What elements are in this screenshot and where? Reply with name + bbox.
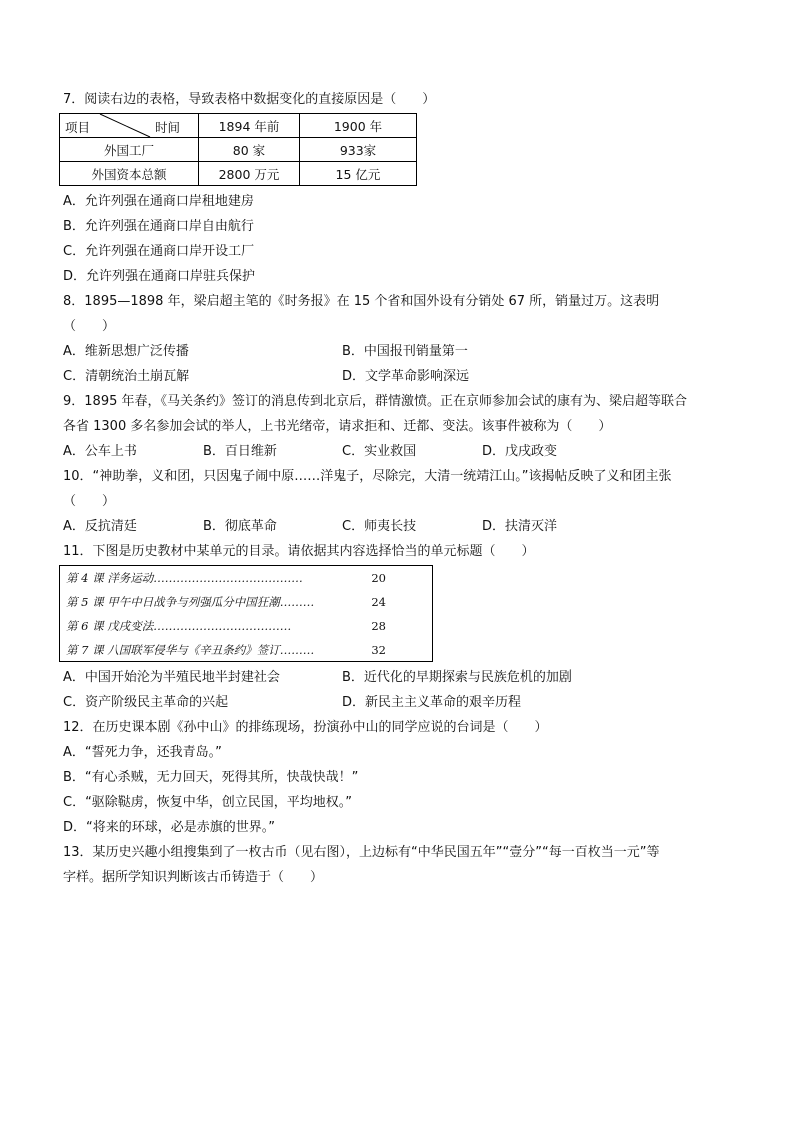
q12-option-c: C．“驱除鞑虏，恢复中华，创立民国，平均地权。” <box>63 795 353 810</box>
q12-stem: 12．在历史课本剧《孙中山》的排练现场，扮演孙中山的同学应说的台词是（ ） <box>63 720 548 735</box>
q13-stem: 13．某历史兴趣小组搜集到了一枚古币（见右图），上边标有“中华民国五年”“壹分”“每一百枚当一元”等 <box>63 845 660 860</box>
q9-option-b: B．百日维新 <box>203 444 277 459</box>
table-cell: 外国工厂 <box>60 138 199 162</box>
toc-row <box>66 571 386 585</box>
q12-option-b: B．“有心杀贼，无力回天，死得其所，快哉快哉！” <box>63 770 359 785</box>
q7-data-table <box>59 113 417 186</box>
q10-option-b: B．彻底革命 <box>203 519 277 534</box>
toc-page: 28 <box>371 619 386 633</box>
q8-option-c: C．清朝统治土崩瓦解 <box>63 369 190 384</box>
table-header: 1900 年 <box>300 114 417 138</box>
q8-stem-cont: （ ） <box>63 319 116 334</box>
table-row <box>60 162 417 186</box>
corner-item-label: 项目 <box>65 120 91 135</box>
toc-entry: 第 6 课 戊戌变法……………………………… <box>66 619 292 633</box>
toc-row <box>66 595 386 609</box>
q9-option-c: C．实业救国 <box>342 444 417 459</box>
q10-stem: 10．“神助拳，义和团，只因鬼子闹中原……洋鬼子，尽除完，大清一统靖江山。”该揭帖反映了义和团主张 <box>63 469 672 484</box>
q12-option-d: D．“将来的环球，必是赤旗的世界。” <box>63 820 275 835</box>
corner-time-label: 时间 <box>154 120 180 135</box>
table-cell: 933家 <box>300 138 417 162</box>
q7-option-b: B．允许列强在通商口岸自由航行 <box>63 219 254 234</box>
table-cell: 80 家 <box>199 138 300 162</box>
q8-option-a: A．维新思想广泛传播 <box>63 344 189 359</box>
q10-stem-cont: （ ） <box>63 494 116 509</box>
q9-stem: 9．1895 年春，《马关条约》签订的消息传到北京后，群情激愤。正在京师参加会试的康有为、梁启超等联合 <box>63 394 687 409</box>
q9-stem-cont: 各省 1300 多名参加会试的举人，上书光绪帝，请求拒和、迁都、变法。该事件被称为（ ） <box>63 419 612 434</box>
toc-page: 32 <box>371 643 386 657</box>
table-header: 1894 年前 <box>199 114 300 138</box>
q10-option-c: C．师夷长技 <box>342 519 417 534</box>
q7-option-c: C．允许列强在通商口岸开设工厂 <box>63 244 255 259</box>
q12-option-a: A．“誓死力争，还我青岛。” <box>63 745 222 760</box>
table-cell: 2800 万元 <box>199 162 300 186</box>
table-cell: 外国资本总额 <box>60 162 199 186</box>
q7-stem: 7．阅读右边的表格，导致表格中数据变化的直接原因是（ ） <box>63 92 436 107</box>
q11-option-c: C．资产阶级民主革命的兴起 <box>63 695 229 710</box>
q7-option-a: A．允许列强在通商口岸租地建房 <box>63 194 254 209</box>
toc-entry: 第 7 课 八国联军侵华与《辛丑条约》签订……… <box>66 643 315 657</box>
toc-row <box>66 643 386 657</box>
q9-option-a: A．公车上书 <box>63 444 137 459</box>
q11-option-a: A．中国开始沦为半殖民地半封建社会 <box>63 670 280 685</box>
q9-option-d: D．戊戌政变 <box>482 444 558 459</box>
toc-box <box>59 565 433 662</box>
q7-option-d: D．允许列强在通商口岸驻兵保护 <box>63 269 256 284</box>
toc-entry: 第 5 课 甲午中日战争与列强瓜分中国狂潮……… <box>66 595 315 609</box>
table-corner-cell <box>60 114 199 138</box>
q11-stem: 11．下图是历史教材中某单元的目录。请依据其内容选择恰当的单元标题（ ） <box>63 544 535 559</box>
q13-stem-cont: 字样。据所学知识判断该古币铸造于（ ） <box>63 870 324 885</box>
q8-option-b: B．中国报刊销量第一 <box>342 344 468 359</box>
toc-page: 20 <box>371 571 386 585</box>
toc-row <box>66 619 386 633</box>
q10-option-a: A．反抗清廷 <box>63 519 137 534</box>
toc-page: 24 <box>371 595 386 609</box>
q8-option-d: D．文学革命影响深远 <box>342 369 470 384</box>
toc-entry: 第 4 课 洋务运动………………………………… <box>66 571 303 585</box>
q11-option-b: B．近代化的早期探索与民族危机的加剧 <box>342 670 572 685</box>
q10-option-d: D．扶清灭洋 <box>482 519 558 534</box>
table-row <box>60 138 417 162</box>
q8-stem: 8．1895—1898 年，梁启超主笔的《时务报》在 15 个省和国外设有分销处 67 所，销量过万。这表明 <box>63 294 660 309</box>
table-cell: 15 亿元 <box>300 162 417 186</box>
q11-option-d: D．新民主主义革命的艰辛历程 <box>342 695 522 710</box>
